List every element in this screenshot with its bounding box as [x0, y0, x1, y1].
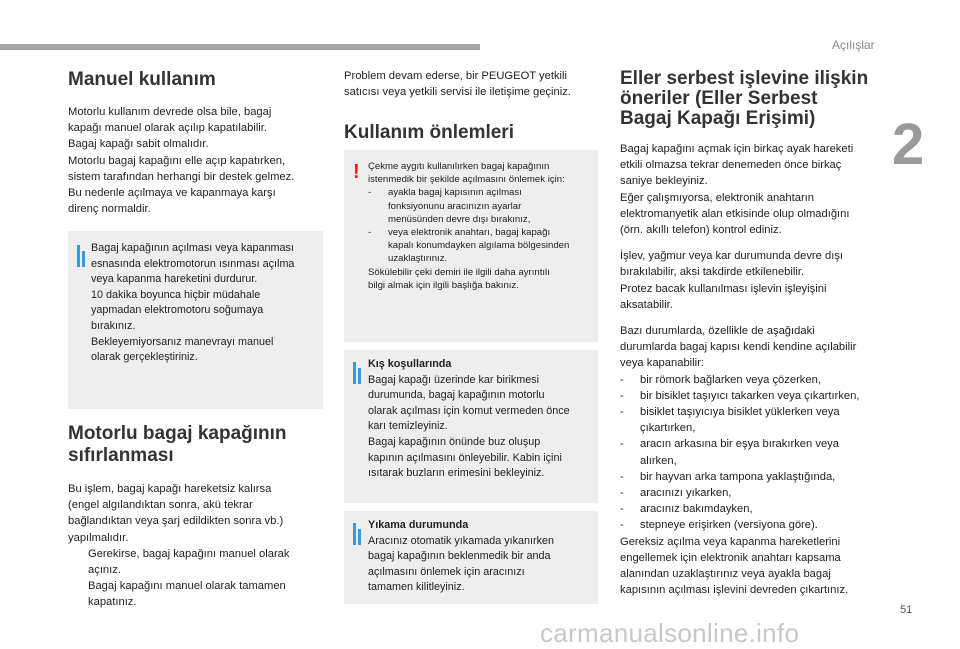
note-line: karı temizleyiniz.: [368, 420, 448, 433]
hands-free-paragraph-3: [620, 323, 885, 372]
list-item-text: menüsünden devre dışı bırakınız,: [388, 213, 531, 225]
note-line: Sökülebilir çeki demiri ile ilgili daha ayrıntılı: [368, 266, 550, 278]
note-line: 10 dakika boyunca hiçbir müdahale: [91, 288, 261, 301]
bullet-marker: -: [620, 470, 624, 483]
note-line: bagaj kapağının beklenmedik bir anda: [368, 550, 551, 563]
body-line: direnç normaldir.: [68, 203, 151, 216]
body-line: Bagaj kapağını açmak için birkaç ayak hareketi: [620, 143, 854, 155]
manual-use-body: [68, 104, 328, 217]
body-line: kapısının açılması işlevini devreden çıkartınız.: [620, 584, 849, 597]
body-line: satıcısı veya yetkili servisi ile iletişime geçiniz.: [344, 86, 571, 99]
bullet-marker: -: [620, 373, 624, 386]
info-note-wash: [344, 511, 598, 604]
warning-note-towbar: [344, 150, 598, 342]
info-icon: [353, 523, 363, 545]
info-note-text: [91, 241, 321, 366]
info-icon: [353, 362, 363, 384]
list-item: [620, 501, 885, 517]
list-item: [620, 388, 885, 404]
list-item: [620, 517, 885, 533]
list-item-text: bir römork bağlarken veya çözerken,: [640, 373, 821, 386]
heading-line: Bagaj Kapağı Erişimi): [620, 108, 816, 129]
note-line: Bekleyemiyorsanız manevrayı manuel: [91, 335, 274, 348]
body-line: Gereksiz açılma veya kapanma hareketlerini: [620, 535, 841, 548]
list-item-text: çıkartırken,: [640, 422, 696, 435]
list-item-text: Gerekirse, bagaj kapağını manuel olarak: [88, 547, 290, 560]
heading-precautions: Kullanım önlemleri: [344, 122, 514, 144]
note-line: kapının açılmasını önleyebilir. Kabin içini: [368, 451, 562, 464]
heading-line: Motorlu bagaj kapağının: [68, 423, 287, 444]
body-line: sistem tarafından herhangi bir destek gelmez.: [68, 170, 295, 183]
note-line: olarak gerçekleştiriniz.: [91, 351, 198, 364]
body-line: elektromanyetik alan etkisinde olup olmadığını: [620, 207, 850, 220]
note-line: Bagaj kapağının önünde buz oluşup: [368, 435, 541, 448]
heading-hands-free: [620, 69, 885, 129]
bullet-marker: -: [620, 438, 624, 451]
info-note-motor: [68, 231, 323, 409]
column-1: [68, 69, 328, 217]
list-item-text: uzaklaştırınız.: [388, 253, 448, 265]
body-line: durumlarda bagaj kapısı kendi kendine açılabilir: [620, 341, 857, 354]
hands-free-list: [620, 372, 885, 534]
info-icon: [77, 245, 87, 267]
intro-paragraph: [344, 68, 604, 100]
body-line: Problem devam ederse, bir PEUGEOT yetkili: [344, 70, 568, 82]
note-line: bilgi almak için ilgili başlığa bakınız.: [368, 279, 519, 291]
list-item: [368, 186, 596, 226]
list-item-text: kapatınız.: [88, 596, 137, 609]
list-item-text: kapalı konumdayken algılama bölgesinden: [388, 240, 570, 252]
list-item-text: aracınız bakımdayken,: [640, 503, 753, 516]
bullet-marker: -: [620, 503, 624, 516]
note-line: Bagaj kapağının açılması veya kapanması: [91, 242, 294, 254]
bullet-marker: -: [620, 487, 624, 500]
heading-line: sıfırlanması: [68, 445, 174, 466]
list-item-text: bir hayvan arka tampona yaklaştığında,: [640, 470, 836, 483]
list-item: [620, 404, 885, 436]
hands-free-paragraph-2: [620, 248, 885, 313]
list-item: [368, 226, 596, 266]
body-line: veya kapanabilir:: [620, 357, 704, 370]
list-item: [620, 485, 885, 501]
body-line: İşlev, yağmur veya kar durumunda devre dışı: [620, 250, 844, 263]
list-item-text: aracın arkasına bir eşya bırakırken veya: [640, 438, 839, 451]
section-label: Açılışlar: [832, 38, 875, 52]
note-line: esnasında elektromotorun ısınması açılma: [91, 257, 295, 270]
note-title: Kış koşullarında: [368, 358, 452, 370]
page-number: 51: [900, 604, 913, 616]
body-line: Protez bacak kullanılması işlevin işleyişini: [620, 282, 827, 295]
note-line: yapmadan elektromotoru soğumaya: [91, 304, 264, 317]
list-item: [68, 546, 328, 578]
list-item-text: açınız.: [88, 564, 121, 577]
bullet-marker: -: [620, 519, 624, 532]
body-line: etkili olmazsa tekrar denemeden önce birkaç: [620, 159, 842, 172]
bullet-marker: -: [620, 406, 624, 419]
note-line: istenmedik bir şekilde açılmasını önlemek için:: [368, 174, 565, 186]
warning-note-text: [368, 160, 596, 292]
list-item-text: bisiklet taşıyıcıya bisiklet yüklerken veya: [640, 406, 840, 419]
list-item-text: bir bisiklet taşıyıcı takarken veya çıkartırken,: [640, 389, 860, 402]
list-item-text: stepneye erişirken (versiyona göre).: [640, 519, 818, 532]
body-line: Motorlu kullanım devrede olsa bile, bagaj: [68, 106, 272, 118]
list-item: [620, 469, 885, 485]
note-line: bırakınız.: [91, 319, 136, 332]
body-line: Bu nedenle açılmaya ve kapanmaya karşı: [68, 187, 276, 200]
body-line: Bagaj kapağı sabit olmalıdır.: [68, 138, 209, 151]
bullet-marker: -: [368, 187, 372, 199]
body-line: aksatabilir.: [620, 298, 673, 311]
list-item-text: Bagaj kapağını manuel olarak tamamen: [88, 580, 286, 593]
note-line: Bagaj kapağı üzerinde kar birikmesi: [368, 373, 540, 386]
body-line: kapağı manuel olarak açılıp kapatılabilir.: [68, 122, 268, 135]
list-item-text: aracınızı yıkarken,: [640, 487, 732, 500]
wash-note-text: [368, 518, 596, 596]
bullet-marker: -: [368, 227, 372, 239]
heading-line: öneriler (Eller Serbest: [620, 88, 818, 109]
column-2-intro: [344, 68, 604, 144]
bullet-marker: [68, 578, 88, 610]
hands-free-closing: [620, 534, 885, 599]
body-line: bağlandıktan veya şarj edildikten sonra vb.): [68, 515, 284, 528]
list-item: [620, 436, 885, 468]
chapter-number: 2: [892, 112, 925, 177]
note-line: tamamen kilitleyiniz.: [368, 581, 465, 594]
body-line: engellemek için elektronik anahtarı kapsama: [620, 551, 841, 564]
body-line: Motorlu bagaj kapağını elle açıp kapatırken,: [68, 154, 286, 167]
warning-icon: !: [353, 161, 360, 183]
heading-manual-use: Manuel kullanım: [68, 69, 216, 90]
body-line: yapılmalıdır.: [68, 531, 129, 544]
bullet-marker: [68, 546, 88, 578]
list-item: [620, 372, 885, 388]
watermark: carmanualsonline.info: [540, 618, 800, 648]
body-line: alanından uzaklaştırınız veya ayakla bagaj: [620, 568, 831, 581]
list-item-text: alırken,: [640, 454, 677, 467]
body-line: Eğer çalışmıyorsa, elektronik anahtarın: [620, 191, 815, 204]
note-line: olarak açılması için komut vermeden önce: [368, 404, 570, 417]
bullet-marker: -: [620, 389, 624, 402]
list-item-text: fonksiyonunu aracınızın ayarlar: [388, 200, 522, 212]
header-rule: [0, 44, 480, 50]
body-line: (engel algılandıktan sonra, akü tekrar: [68, 499, 253, 512]
body-line: Bu işlem, bagaj kapağı hareketsiz kalırsa: [68, 483, 272, 495]
heading-reset: [68, 423, 328, 467]
note-title: Yıkama durumunda: [368, 519, 469, 531]
column-1-reset: [68, 423, 328, 611]
hands-free-paragraph-1: [620, 141, 885, 238]
note-line: açılmasını önlemek için aracınızı: [368, 565, 525, 578]
info-note-winter: [344, 350, 598, 503]
body-line: bırakılabilir, aksi takdirde etkilenebilir.: [620, 266, 805, 279]
note-line: Çekme aygıtı kullanılırken bagaj kapağının: [368, 161, 550, 172]
note-line: durumunda, bagaj kapağının motorlu: [368, 389, 545, 402]
body-line: saniye bekleyiniz.: [620, 175, 708, 188]
heading-line: Eller serbest işlevine ilişkin: [620, 68, 869, 89]
list-item: [68, 578, 328, 610]
note-line: Aracınız otomatik yıkamada yıkanırken: [368, 534, 555, 547]
list-item-text: ayakla bagaj kapısının açılması: [388, 187, 522, 199]
list-item-text: veya elektronik anahtarı, bagaj kapağı: [388, 227, 551, 239]
note-line: veya kapanma hareketini durdurur.: [91, 273, 258, 286]
body-line: (örn. akıllı telefon) kontrol ediniz.: [620, 224, 782, 237]
column-3: [620, 69, 885, 598]
note-line: ısıtarak buzların erimesini bekleyiniz.: [368, 467, 545, 480]
reset-body: [68, 481, 328, 611]
body-line: Bazı durumlarda, özellikle de aşağıdaki: [620, 325, 815, 338]
winter-note-text: [368, 357, 596, 482]
